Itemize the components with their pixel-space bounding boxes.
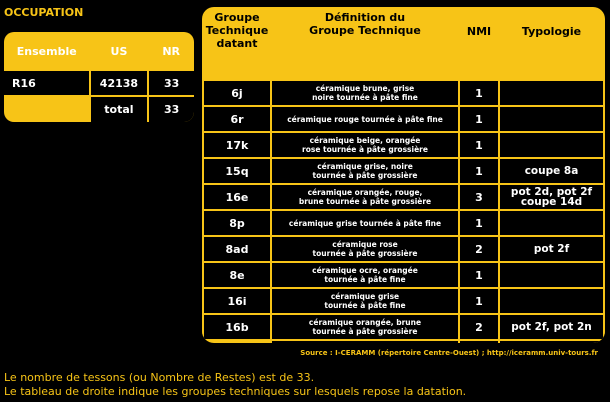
nmi-cell: 1 [459,80,499,106]
typology-cell [499,262,604,288]
group-code-cell: 16b [203,314,271,340]
definition-cell: céramique grise tournée à pâte fine [271,288,459,314]
occupation-table [4,32,194,122]
total-nmi [459,340,499,343]
technical-groups-table [202,7,605,343]
col-header-nmi: NMI [466,25,492,38]
table-row [203,288,604,314]
typology-cell: coupe 8a [499,158,604,184]
group-code-cell: 8e [203,262,271,288]
table-row [4,71,194,97]
table-row [4,96,194,122]
definition-cell: céramique grise tournée à pâte fine [271,210,459,236]
definition-cell: céramique beige, orangée rose tournée à pâte grossière [271,132,459,158]
cell-us: total [90,96,149,122]
definition-cell: céramique orangée, rouge, brune tournée à pâte grossière [271,184,459,210]
definition-cell: céramique rose tournée à pâte grossière [271,236,459,262]
nmi-cell: 1 [459,106,499,132]
definition-cell: céramique grise, noire tournée à pâte grossière [271,158,459,184]
group-code-cell: 16e [203,184,271,210]
group-code-cell: 15q [203,158,271,184]
group-code-cell: 6r [203,106,271,132]
nmi-cell: 3 [459,184,499,210]
table-row [203,80,604,106]
definition-cell: céramique brune, grise noire tournée à pâte fine [271,80,459,106]
typology-cell [499,132,604,158]
cell-ensemble [4,96,90,122]
definition-cell: céramique rouge tournée à pâte fine [271,106,459,132]
group-code-cell: 16i [203,288,271,314]
typology-cell [499,210,604,236]
table-row [203,158,604,184]
table-row [203,106,604,132]
typology-cell [499,106,604,132]
col-header-us: US [110,44,128,58]
cell-us: 42138 [90,71,149,97]
note-line: Le tableau de droite indique les groupes techniques sur lesquels repose la datation. [4,385,467,398]
definition-cell: céramique ocre, orangée tournée à pâte fine [271,262,459,288]
typology-cell: pot 2d, pot 2f coupe 14d [499,184,604,210]
definition-cell: céramique orangée, brune tournée à pâte grossière [271,314,459,340]
typology-cell [499,288,604,314]
cell-ensemble: R16 [4,71,90,97]
col-header-ensemble: Ensemble [16,44,77,58]
nmi-cell: 1 [459,210,499,236]
col-header-nr: NR [162,44,181,58]
typology-cell [499,80,604,106]
group-code-cell: 6j [203,80,271,106]
typology-cell: pot 2f [499,236,604,262]
notes [4,371,466,399]
col-header-typology: Typologie [521,25,582,38]
typology-cell: pot 2f, pot 2n [499,314,604,340]
nmi-cell: 1 [459,288,499,314]
nmi-cell: 2 [459,236,499,262]
note-line: Le nombre de tessons (ou Nombre de Restes) est de 33. [4,371,315,384]
total-definition-cell [271,340,459,343]
cell-nr: 33 [148,96,194,122]
cell-nr: 33 [148,71,194,97]
total-typology-cell [499,340,604,343]
source-credit: Source : I-CERAMM (répertoire Centre-Ouest) ; http://iceramm.univ-tours.fr [300,349,598,357]
group-code-cell: 8ad [203,236,271,262]
nmi-cell: 2 [459,314,499,340]
col-header-group: Groupe Technique datant [205,11,269,50]
col-header-definition: Définition du Groupe Technique [309,11,421,37]
nmi-cell: 1 [459,158,499,184]
table-row [203,210,604,236]
table-row [203,184,604,210]
total-label [203,340,271,343]
table-row [203,236,604,262]
occupation-title: OCCUPATION [4,6,84,19]
group-code-cell: 17k [203,132,271,158]
group-code-cell: 8p [203,210,271,236]
table-row [203,262,604,288]
table-row [203,132,604,158]
nmi-cell: 1 [459,262,499,288]
nmi-cell: 1 [459,132,499,158]
table-row [203,314,604,340]
